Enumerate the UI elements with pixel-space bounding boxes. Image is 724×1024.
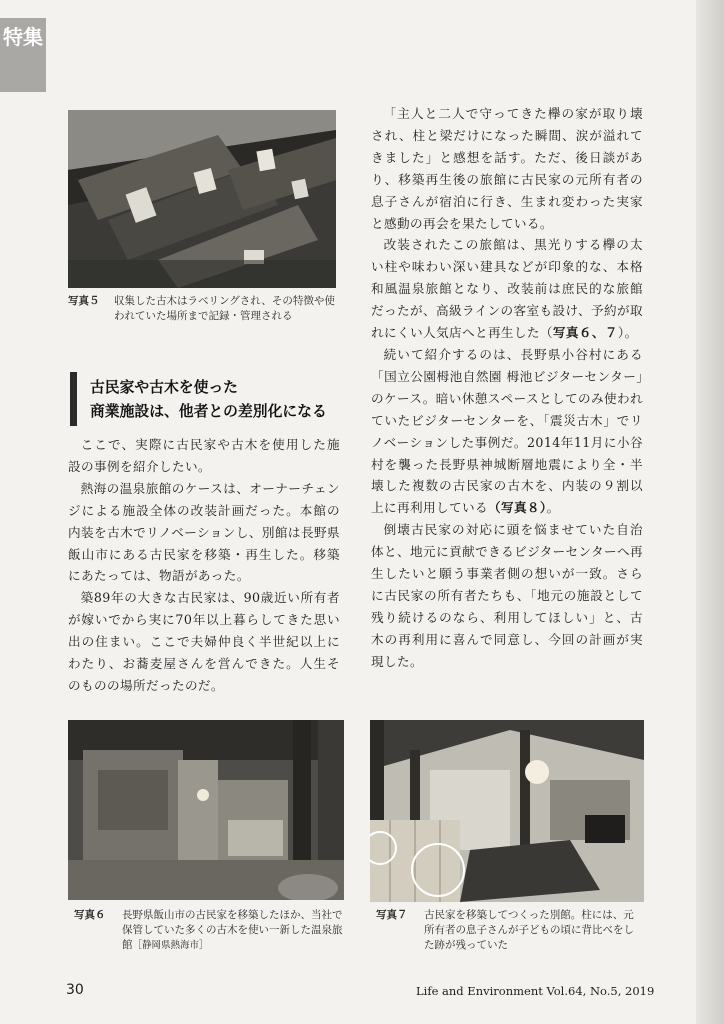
photo-7-image — [370, 720, 644, 902]
photo-5-image — [68, 110, 336, 288]
left-paragraph-3: 築89年の大きな古民家は、90歳近い所有者が嫁いでから実に70年以上暮らしてきた思い出の住まい。ここで夫婦仲良く半世紀以上にわたり、お蕎麦屋さんを営んできた。人生そのものの場所だったのだ。 — [68, 590, 340, 693]
photo-7-caption — [376, 908, 644, 953]
heading-bar — [70, 372, 77, 426]
photo-6-text-wrap — [74, 908, 346, 953]
page-edge-shadow — [696, 0, 724, 1024]
photo-7-text: 古民家を移築してつくった別館。柱には、元所有者の息子さんが子どもの頃に背比べをした跡が残っていた — [424, 909, 634, 951]
right-paragraph-3-text: 続いて紹介するのは、長野県小谷村にある「国立公園栂池自然園 栂池ビジターセンター」のケース。暗い休憩スペースとしてのみ使われていたビジターセンターを、「震災古木」でリノベーションした事例だ。2014年11月に小谷村を襲った長野県神城断層地震により全・半壊した複数の古民家の古木を、内装の９割以上に再利用している — [371, 346, 643, 516]
page-number: 30 — [66, 982, 84, 998]
right-column — [371, 103, 643, 673]
journal-footer: Life and Environment Vol.64, No.5, 2019 — [416, 984, 655, 998]
right-paragraph-3 — [371, 344, 643, 519]
photo-5-label: 写真５ — [68, 295, 100, 307]
photo-5 — [68, 110, 336, 288]
photo-6-image — [68, 720, 344, 900]
section-tab-text: 特集 — [3, 25, 43, 49]
right-paragraph-2-ref: 写真６、７ — [552, 325, 618, 341]
right-paragraph-2 — [371, 234, 643, 344]
photo-7-label: 写真７ — [376, 909, 408, 921]
photo-6-location: ［静岡県熱海市］ — [132, 940, 209, 951]
left-column — [68, 434, 340, 697]
right-paragraph-3-ref: （写真８） — [487, 500, 547, 516]
photo-6 — [68, 720, 344, 900]
left-paragraph-2: 熱海の温泉旅館のケースは、オーナーチェンジによる施設全体の改装計画だった。本館の内装を古木でリノベーションし、別館は長野県飯山市にある古民家を移築・再生した。移築にあたっては、物語があった。 — [68, 480, 340, 584]
photo-7 — [370, 720, 644, 902]
section-tab — [0, 18, 46, 92]
photo-6-caption — [74, 908, 346, 953]
right-paragraph-2-end: ）。 — [617, 325, 638, 341]
photo-5-text: 収集した古木はラベリングされ、その特徴や使われていた場所まで記録・管理される — [114, 295, 335, 322]
heading-line-1: 古民家や古木を使った — [90, 379, 238, 396]
photo-6-text: 長野県飯山市の古民家を移築したほか、当社で保管していた多くの古木を使い一新した温泉旅館 — [122, 909, 343, 951]
right-paragraph-3-end: 。 — [546, 500, 560, 516]
photo-6-label: 写真６ — [74, 909, 106, 921]
header-ghost-text — [70, 42, 75, 55]
right-paragraph-2-text: 改装されたこの旅館は、黒光りする欅の太い柱や味わい深い建具などが印象的な、本格和風温泉旅館となり、改装前は庶民的な旅館だったが、高級ラインの客室も設け、予約が取れにくい人気店へと再生した（ — [371, 237, 643, 341]
right-paragraph-1: 「主人と二人で守ってきた欅の家が取り壊され、柱と梁だけになった瞬間、涙が溢れてきました」と感想を話す。ただ、後日談があり、移築再生後の旅館に古民家の元所有者の息子さんが宿泊に行き、生まれ変わった実家と感動の再会を果たしている。 — [371, 106, 643, 231]
heading-line-2: 商業施設は、他者との差別化になる — [90, 403, 327, 420]
photo-5-caption — [68, 294, 340, 324]
section-heading — [70, 370, 338, 428]
left-paragraph-1: ここで、実際に古民家や古木を使用した施設の事例を紹介したい。 — [68, 437, 340, 474]
right-paragraph-4: 倒壊古民家の対応に頭を悩ませていた自治体と、地元に貢献できるビジターセンターへ再生したいと願う事業者側の想いが一致。さらに古民家の所有者たちも、「地元の施設として残り続けるのなら、利用してほしい」と、古木の再利用に喜んで同意し、今回の計画が実現した。 — [371, 522, 643, 669]
